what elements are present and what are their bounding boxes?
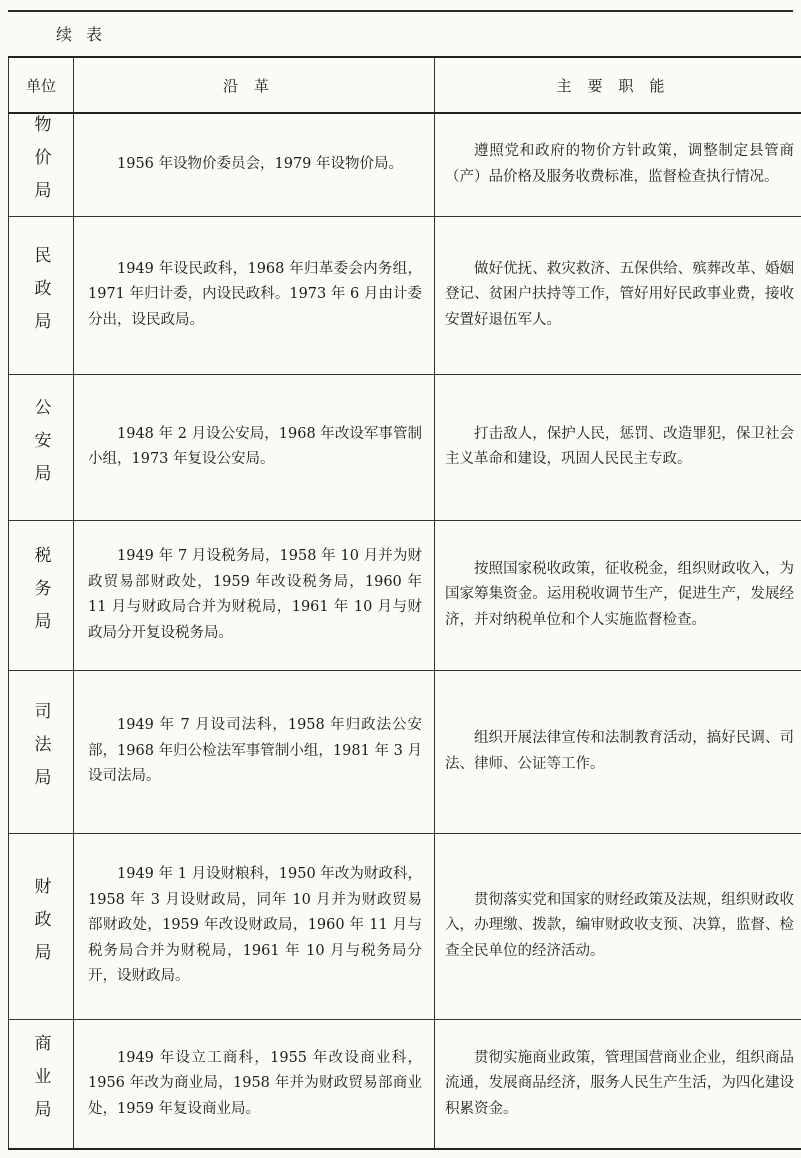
unit-cell: 税务局 — [9, 520, 74, 670]
history-cell: 1949 年设民政科，1968 年归革委会内务组，1971 年归计委，内设民政科。1973 年 6 月由计委分出，设民政局。 — [74, 216, 435, 374]
history-cell: 1949 年 7 月设司法科，1958 年归政法公安部，1968 年归公检法军事管制小组，1981 年 3 月设司法局。 — [74, 670, 435, 833]
table-row — [9, 374, 801, 520]
unit-cell: 司法局 — [9, 670, 74, 833]
header-functions: 主要职能 — [435, 57, 801, 113]
functions-cell: 做好优抚、救灾救济、五保供给、殡葬改革、婚姻登记、贫困户扶持等工作，管好用好民政事业费，接收安置好退伍军人。 — [435, 216, 801, 374]
unit-cell: 物价局 — [9, 113, 74, 216]
table-row — [9, 670, 801, 833]
functions-cell: 按照国家税收政策，征收税金，组织财政收入，为国家筹集资金。运用税收调节生产，促进生产，发展经济，并对纳税单位和个人实施监督检查。 — [435, 520, 801, 670]
functions-cell: 组织开展法律宣传和法制教育活动，搞好民调、司法、律师、公证等工作。 — [435, 670, 801, 833]
top-rule — [8, 10, 793, 12]
unit-cell: 商业局 — [9, 1019, 74, 1149]
organization-table — [8, 56, 801, 1150]
header-history: 沿革 — [74, 57, 435, 113]
unit-cell: 财政局 — [9, 833, 74, 1019]
history-cell: 1956 年设物价委员会，1979 年设物价局。 — [74, 113, 435, 216]
table-row — [9, 113, 801, 216]
history-cell: 1949 年 1 月设财粮科，1950 年改为财政科，1958 年 3 月设财政局，同年 10 月并为财政贸易部财政处，1959 年改设财政局，1960 年 11 月与税务局合并为财税局，1961 年 10 月与税务局分开，设财政局。 — [74, 833, 435, 1019]
unit-cell: 民政局 — [9, 216, 74, 374]
unit-cell: 公安局 — [9, 374, 74, 520]
functions-cell: 打击敌人，保护人民，惩罚、改造罪犯，保卫社会主义革命和建设，巩固人民民主专政。 — [435, 374, 801, 520]
table-row — [9, 520, 801, 670]
header-unit: 单位 — [9, 57, 74, 113]
functions-cell: 贯彻实施商业政策，管理国营商业企业，组织商品流通，发展商品经济，服务人民生产生活，为四化建设积累资金。 — [435, 1019, 801, 1149]
table-row — [9, 1019, 801, 1149]
table-row — [9, 216, 801, 374]
table-row — [9, 833, 801, 1019]
continued-label: 续表 — [56, 25, 117, 44]
history-cell: 1949 年设立工商科，1955 年改设商业科，1956 年改为商业局，1958 年并为财政贸易部商业处，1959 年复设商业局。 — [74, 1019, 435, 1149]
functions-cell: 遵照党和政府的物价方针政策，调整制定县管商（产）品价格及服务收费标准，监督检查执行情况。 — [435, 113, 801, 216]
history-cell: 1949 年 7 月设税务局，1958 年 10 月并为财政贸易部财政处，1959 年改设税务局，1960 年 11 月与财政局合并为财税局，1961 年 10 月与财政局分开复设税务局。 — [74, 520, 435, 670]
table-header-row — [9, 57, 801, 113]
history-cell: 1948 年 2 月设公安局，1968 年改设军事管制小组，1973 年复设公安局。 — [74, 374, 435, 520]
functions-cell: 贯彻落实党和国家的财经政策及法规，组织财政收入，办理缴、拨款，编审财政收支预、决算，监督、检查全民单位的经济活动。 — [435, 833, 801, 1019]
